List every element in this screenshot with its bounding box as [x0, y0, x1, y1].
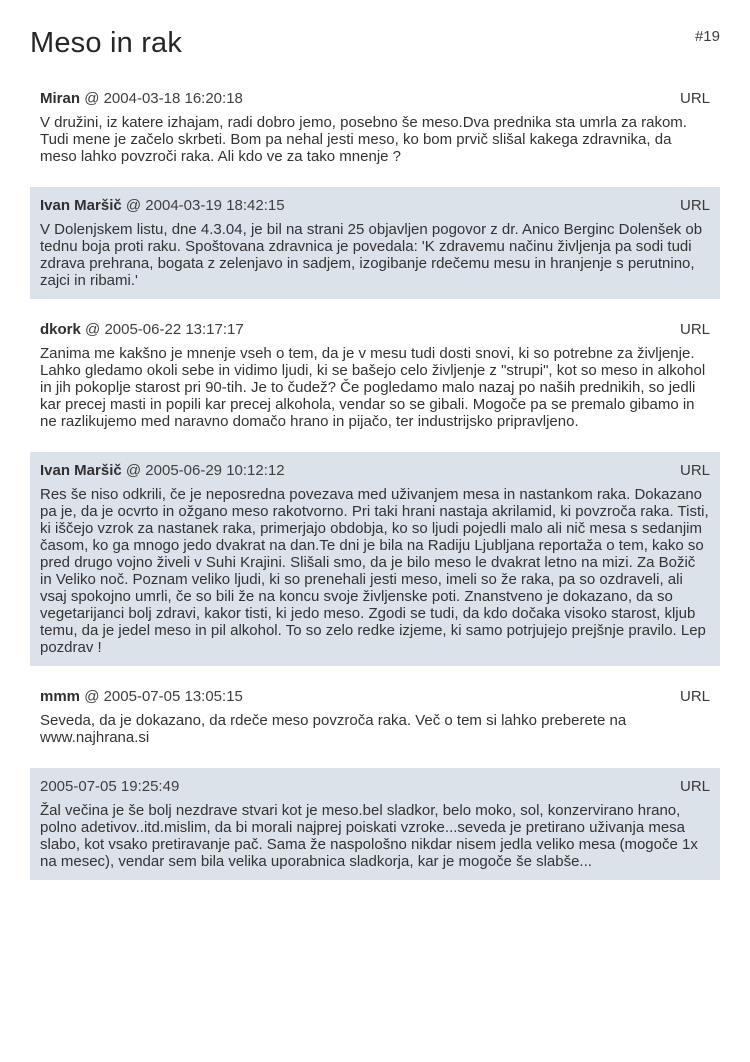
post-number-badge: #19: [694, 28, 720, 45]
post: [30, 452, 720, 666]
post-author: Miran: [40, 90, 81, 107]
post-list: [30, 80, 720, 880]
url-link[interactable]: URL: [679, 321, 710, 338]
post-separator: @: [84, 688, 100, 705]
post-header: [40, 688, 710, 705]
post-header: [40, 321, 710, 338]
post-meta: [40, 778, 179, 795]
post-header: [40, 197, 710, 214]
url-link[interactable]: URL: [679, 688, 710, 705]
post-author: mmm: [40, 688, 81, 705]
post-separator: @: [125, 197, 142, 214]
post: [30, 311, 720, 440]
post-author: dkork: [40, 321, 81, 338]
post-header: [40, 462, 710, 479]
post-timestamp: 2005-06-22 13:17:17: [104, 321, 244, 338]
post-timestamp: 2005-07-05 13:05:15: [103, 688, 243, 705]
post-meta: [40, 321, 244, 338]
post-timestamp: 2005-07-05 19:25:49: [40, 778, 180, 795]
post: [30, 678, 720, 756]
post-separator: @: [84, 90, 100, 107]
post-body: Seveda, da je dokazano, da rdeče meso povzroča raka. Več o tem si lahko preberete na www.najhrana.si: [40, 712, 627, 746]
post-meta: [40, 462, 285, 479]
post-meta: [40, 90, 243, 107]
url-link[interactable]: URL: [679, 197, 710, 214]
post-timestamp: 2004-03-19 18:42:15: [145, 197, 285, 214]
post-body: Žal večina je še bolj nezdrave stvari kot je meso.bel sladkor, belo moko, sol, konzervirano hrano, polno adetivov..itd.mislim, da bi morali najprej poiskati vzroke...seveda je pretirano uživanja mesa slabo, kot vsako pretiravanje pač. Sama že naspološno nikdar nisem jedla veliko mesa (mogoče 1x na mesec), vendar sem bila velika uporabnica sladkorja, kar je mogoče še slabše...: [40, 802, 698, 870]
post-author: Ivan Maršič: [40, 197, 122, 214]
post-body: V družini, iz katere izhajam, radi dobro jemo, posebno še meso.Dva prednika sta umrla za rakom. Tudi mene je začelo skrbeti. Bom pa nehal jesti meso, ko bom prvič slišal kakega zdravnika, da meso lahko povzroči raka. Ali kdo ve za tako mnenje ?: [40, 114, 687, 165]
post-header: [40, 778, 710, 795]
post-author: Ivan Maršič: [40, 462, 122, 479]
url-link[interactable]: URL: [679, 462, 710, 479]
post: [30, 768, 720, 880]
post: [30, 187, 720, 299]
post-separator: @: [125, 462, 142, 479]
post-meta: [40, 197, 285, 214]
post-separator: @: [85, 321, 101, 338]
post-timestamp: 2005-06-29 10:12:12: [145, 462, 285, 479]
page-title: Meso in rak: [30, 27, 183, 59]
post-body: Res še niso odkrili, če je neposredna povezava med uživanjem mesa in nastankom raka. Dokazano pa je, da je ocvrto in ožgano meso rakotvorno. Pri taki hrani nastaja akrilamid, ki povzroča raka. Tisti, ki iščejo vzrok za nastanek raka, primerjajo obdobja, ko so ljudi pojedli malo ali nič mesa s sedanjim časom, ko ga mnogo jedo dvakrat na dan.Te dni je bila na Radiju Ljubljana reportaža o tem, kako so pred drugo vojno živeli v Suhi Krajini. Slišali smo, da je bilo meso le dvakrat letno na mizi. Za Božič in Veliko noč. Poznam veliko ljudi, ki so prenehali jesti meso, imeli so že raka, pa so ozdraveli, ali vsaj spokojno umrli, če so bili že na koncu svoje življenske poti. Znanstveno je dokazano, da so vegetarijanci bolj zdravi, kakor tisti, ki jedo meso. Zgodi se tudi, da kdo dočaka visoko starost, kljub temu, da je jedel meso in pil alkohol. To so zelo redke izjeme, ki samo potrjujejo prejšnje pravilo. Lep pozdrav !: [40, 486, 709, 656]
post-header: [40, 90, 710, 107]
post-timestamp: 2004-03-18 16:20:18: [103, 90, 243, 107]
thread-header: [30, 26, 720, 60]
url-link[interactable]: URL: [679, 778, 710, 795]
post-meta: [40, 688, 243, 705]
post: [30, 80, 720, 175]
post-body: Zanima me kakšno je mnenje vseh o tem, da je v mesu tudi dosti snovi, ki so potrebne za življenje. Lahko gledamo okoli sebe in vidimo ljudi, ki se bašejo celo življenje z "strupi", kot so meso in alkohol in jih pokoplje starost pri 90-tih. Je to čudež? Če pogledamo malo nazaj po naših prednikih, so jedli kar precej masti in popili kar precej alkohola, vendar so se gibali. Mogoče pa se premalo gibamo in ne razlikujemo med naravno domačo hrano in pijačo, ter industrijsko pripravljeno.: [40, 345, 706, 430]
url-link[interactable]: URL: [679, 90, 710, 107]
post-body: V Dolenjskem listu, dne 4.3.04, je bil na strani 25 objavljen pogovor z dr. Anico Berginc Dolenšek ob tednu boja proti raku. Spoštovana zdravnica je povedala: 'K zdravemu načinu življenja pa sodi tudi zdrava prehrana, bogata z zelenjavo in sadjem, izogibanje rdečemu mesu in hranjenje s perutnino, zajci in ribami.': [40, 221, 703, 289]
